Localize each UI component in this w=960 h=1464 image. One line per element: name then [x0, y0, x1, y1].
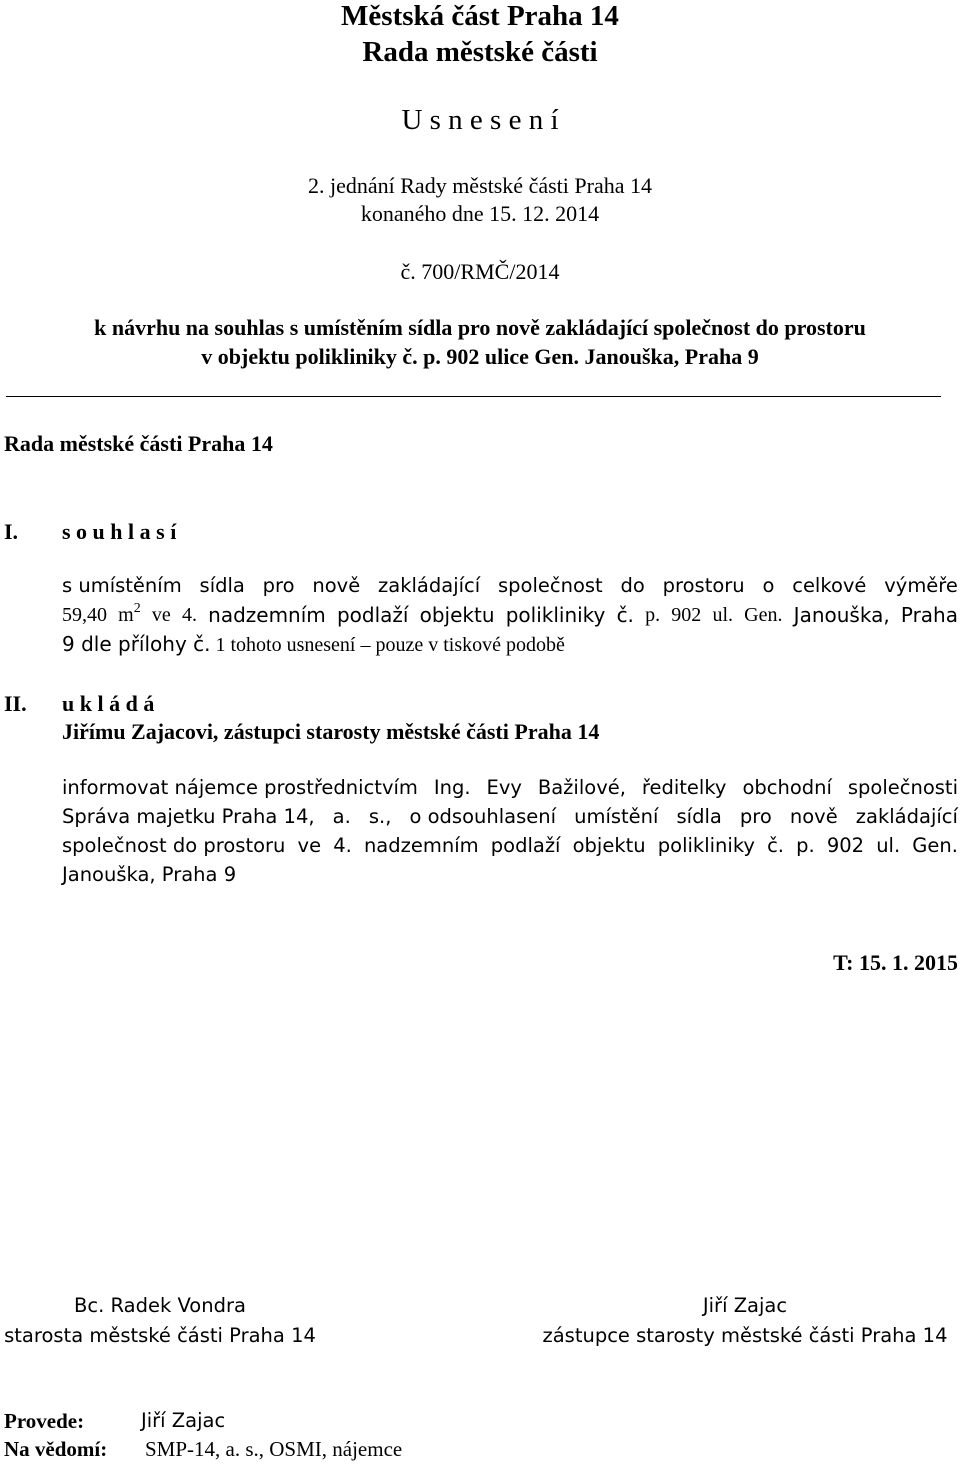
word: sídla: [199, 574, 245, 597]
word: celkové: [792, 574, 867, 597]
resolution-subject-line2: v objektu polikliniky č. p. 902 ulice Gen. Janouška, Praha 9: [201, 344, 759, 369]
word: nově: [789, 805, 838, 828]
section-2-verb: u k l á d á: [62, 691, 155, 716]
word: sídla: [676, 805, 722, 828]
word: objektu: [419, 603, 495, 627]
section-2-text-line2: [62, 807, 958, 827]
resolution-number: č. 700/RMČ/2014: [400, 259, 560, 284]
word: pro: [739, 805, 772, 828]
section-2-numeral: II.: [4, 691, 27, 716]
word: nadzemním: [208, 603, 326, 627]
section-2-text-line1: [62, 778, 958, 798]
word: nadzemním: [363, 834, 479, 857]
section-1-verb: s o u h l a s í: [62, 519, 177, 544]
deadline: T: 15. 1. 2015: [833, 950, 958, 975]
executes-value: Jiří Zajac: [141, 1409, 226, 1432]
word: podlaží: [336, 603, 409, 627]
word: č.: [616, 603, 634, 627]
word: zakládající: [855, 805, 958, 828]
word: objektu: [572, 834, 646, 857]
word: Bažilové,: [537, 776, 626, 799]
word: č.: [767, 834, 784, 857]
signature-left-name: Bc. Radek Vondra: [74, 1294, 246, 1317]
word: společnost do prostoru: [62, 834, 286, 857]
signature-right-name: Jiří Zajac: [702, 1294, 788, 1317]
word: ul.: [712, 604, 733, 626]
word: Praha: [900, 603, 958, 627]
word: Ing.: [433, 776, 471, 799]
text-segment: informovat nájemce prostřednictvím: [62, 776, 418, 799]
signature-right-title: zástupce starosty městské části Praha 14: [542, 1324, 948, 1347]
word: ve: [151, 604, 171, 626]
text-segment: 9 dle přílohy č.: [62, 632, 211, 656]
word: a.: [332, 805, 351, 828]
section-1-text-line2: [62, 601, 958, 627]
word: 4.: [181, 604, 197, 626]
word: polikliniky: [657, 834, 755, 857]
signature-left-title: starosta městské části Praha 14: [4, 1324, 316, 1347]
word: o odsouhlasení: [409, 805, 557, 828]
notified-label: Na vědomí:: [4, 1437, 108, 1461]
word: Gen.: [912, 834, 958, 857]
word: s.,: [368, 805, 392, 828]
word: ve: [297, 834, 322, 857]
word: umístění: [574, 805, 659, 828]
word: p.: [645, 604, 661, 626]
word: ul.: [876, 834, 901, 857]
word: do: [620, 574, 645, 597]
word: zakládající: [378, 574, 481, 597]
word: nově: [312, 574, 361, 597]
word: 902: [671, 604, 702, 626]
notified-value: SMP-14, a. s., OSMI, nájemce: [145, 1437, 403, 1461]
word: Evy: [486, 776, 522, 799]
word: ředitelky: [641, 776, 727, 799]
municipality-title: Městská část Praha 14: [341, 0, 619, 32]
word: 59,40: [62, 604, 107, 626]
word: pro: [262, 574, 295, 597]
executes-label: Provede:: [4, 1409, 85, 1433]
document-type: U s n e s e n í: [401, 104, 559, 136]
word: výměře: [884, 574, 958, 597]
word: m: [118, 604, 134, 626]
word: s umístěním: [62, 574, 182, 597]
meeting-date: konaného dne 15. 12. 2014: [360, 201, 600, 226]
word: podlaží: [490, 834, 561, 857]
word: p.: [796, 834, 815, 857]
word: Janouška,: [793, 603, 890, 627]
word: společnosti: [847, 776, 958, 799]
meeting-info: 2. jednání Rady městské části Praha 14: [308, 173, 652, 198]
section-2-text-line4: Janouška, Praha 9: [62, 863, 237, 886]
word: o: [762, 574, 775, 597]
section-1-text-line3: [62, 634, 565, 655]
word: prostoru: [662, 574, 745, 597]
section-1-text-line1: [62, 576, 958, 596]
word: 4.: [333, 834, 352, 857]
word: polikliniky: [505, 603, 606, 627]
text-segment: Správa majetku Praha 14,: [62, 805, 315, 828]
section-2-addressee: Jiřímu Zajacovi, zástupci starosty městské části Praha 14: [62, 719, 600, 744]
section-1-numeral: I.: [4, 519, 19, 544]
issuer: Rada městské části Praha 14: [4, 431, 273, 456]
word: společnost: [498, 574, 603, 597]
resolution-subject-line1: k návrhu na souhlas s umístěním sídla pro nově zakládající společnost do prostoru: [94, 315, 866, 340]
section-2-text-line3: [62, 836, 958, 856]
superscript: 2: [133, 601, 141, 616]
text-segment: 1 tohoto usnesení – pouze v tiskové podobě: [210, 634, 565, 656]
word: Gen.: [744, 604, 783, 626]
council-title: Rada městské části: [362, 36, 598, 68]
header-divider: [6, 396, 941, 397]
word: 902: [826, 834, 865, 857]
area-unit: [118, 601, 141, 626]
word: obchodní: [742, 776, 832, 799]
